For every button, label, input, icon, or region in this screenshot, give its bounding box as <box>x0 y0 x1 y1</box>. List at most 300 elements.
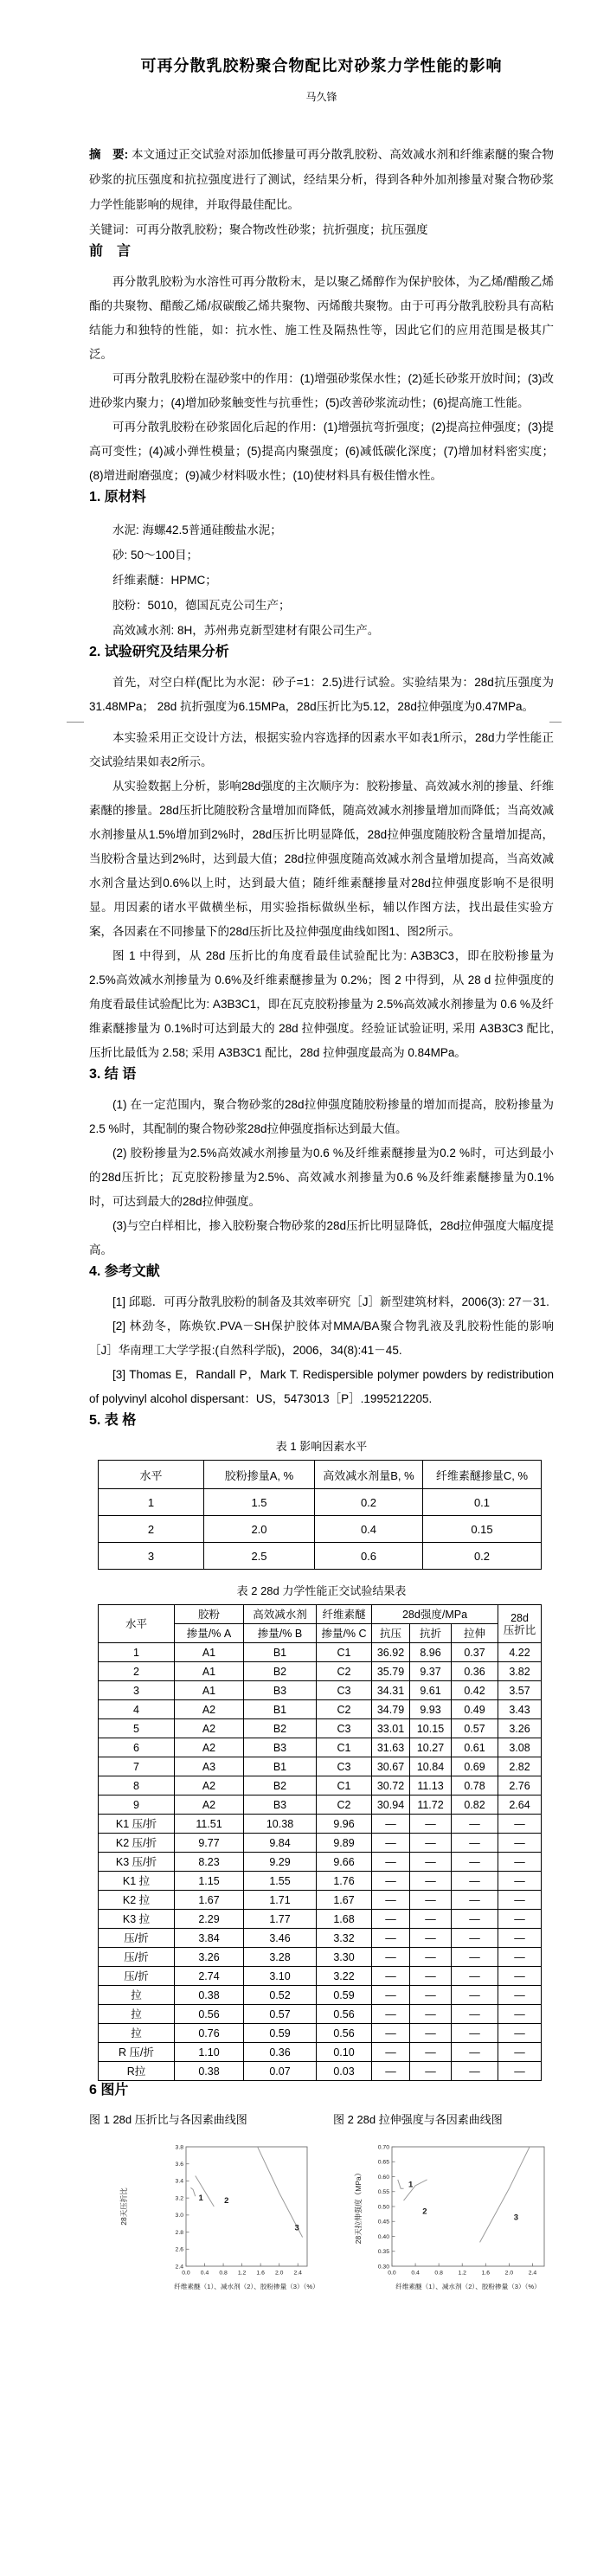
abstract-label: 摘 要: <box>89 148 129 161</box>
table-cell: — <box>452 1853 498 1872</box>
table-cell: 0.78 <box>452 1776 498 1795</box>
table-cell: K1 拉 <box>99 1872 175 1891</box>
page-break-dash-right <box>549 722 562 723</box>
conclusion-paragraph: (2) 胶粉掺量为2.5%高效减水剂掺量为0.6 %及纤维素醚掺量为0.2 %时，可达到最小的28d压折比；瓦克胶粉掺量为2.5%、高效减水剂掺量为0.6 %及纤维素醚掺量为0.1%时，可达到最大的28d拉伸强度。 <box>89 1147 554 1208</box>
table-row <box>99 1948 542 1967</box>
table-cell: — <box>410 2062 452 2081</box>
table-cell: 3.08 <box>498 1738 542 1757</box>
table-row <box>99 1891 542 1910</box>
table-cell: — <box>410 1815 452 1834</box>
table-cell: B3 <box>244 1681 317 1700</box>
table-cell: 0.10 <box>317 2043 372 2062</box>
table-cell: 0.2 <box>423 1543 542 1570</box>
section-heading-experiment: 2. 试验研究及结果分析 <box>89 645 229 659</box>
table-row <box>99 1719 542 1738</box>
table-row <box>99 1662 542 1681</box>
table-cell: 掺量/% C <box>317 1624 372 1643</box>
table-cell: 3.26 <box>498 1719 542 1738</box>
y-tick-label: 2.6 <box>175 2246 183 2253</box>
preface-paragraph: 可再分散乳胶粉在砂浆固化后起的作用：(1)增强抗弯折强度；(2)提高拉伸强度；(3)提高可变性；(4)减小弹性模量；(5)提高内聚强度；(6)减低碳化深度；(7)增加材料密实度；(8)增进耐磨强度；(9)减少材料吸水性；(10)使材料具有极佳憎水性。 <box>89 421 554 482</box>
table-cell: — <box>410 1948 452 1967</box>
table-cell: 2 <box>99 1516 204 1543</box>
y-tick-label: 3.8 <box>175 2144 183 2151</box>
table-cell: 1.67 <box>317 1891 372 1910</box>
table-cell: K3 压/折 <box>99 1853 175 1872</box>
table-cell: 9.61 <box>410 1681 452 1700</box>
table-cell: — <box>410 1834 452 1853</box>
table-row <box>99 1738 542 1757</box>
table-cell: — <box>498 2043 542 2062</box>
table-cell: — <box>452 2062 498 2081</box>
table-cell: 0.56 <box>175 2005 244 2024</box>
abstract-text: 本文通过正交试验对添加低掺量可再分散乳胶粉、高效减水剂和纤维素醚的聚合物砂浆的抗压强度和抗拉强度进行了测试，经结果分析，得到各种外加剂掺量对聚合物砂浆力学性能影响的规律，并取得最佳配比。 <box>89 148 554 211</box>
table-cell: 掺量/% B <box>244 1624 317 1643</box>
table-row <box>99 1834 542 1853</box>
table-cell: — <box>452 2043 498 2062</box>
x-tick-label: 0.0 <box>388 2270 396 2277</box>
table-cell: 1 <box>99 1489 204 1516</box>
section-heading-figures: 6 图片 <box>89 2083 129 2097</box>
table-cell: A2 <box>175 1719 244 1738</box>
table-cell: 抗折 <box>410 1624 452 1643</box>
table-cell: B3 <box>244 1795 317 1815</box>
table-cell: A2 <box>175 1700 244 1719</box>
table-cell: 28d 压折比 <box>498 1605 542 1643</box>
table-cell: 0.42 <box>452 1681 498 1700</box>
table-cell: 3.82 <box>498 1662 542 1681</box>
table-cell: 0.59 <box>244 2024 317 2043</box>
table-cell: 2.0 <box>204 1516 315 1543</box>
y-tick-label: 3.4 <box>175 2178 183 2185</box>
table-cell: 抗压 <box>372 1624 410 1643</box>
conclusion-paragraph: (3)与空白样相比，掺入胶粉聚合物砂浆的28d压折比明显降低，28d拉伸强度大幅度提高。 <box>89 1219 554 1256</box>
reference-item: [3] Thomas E，Randall P，Mark T. Redispersible polymer powders by redistribution of polyvinyl alcohol dispersant：US，5473013［P］.1995212205. <box>89 1368 554 1405</box>
table-cell: 2.64 <box>498 1795 542 1815</box>
table-cell: — <box>410 1853 452 1872</box>
table-cell: — <box>372 1986 410 2005</box>
table-cell: — <box>410 2024 452 2043</box>
reference-item: [2] 林劲冬，陈焕钦.PVA－SH保护胶体对MMA/BA聚合物乳液及乳胶粉性能的影响［J］华南理工大学学报:(自然科学版)，2006，34(8):41－45. <box>89 1320 554 1357</box>
table-cell: 0.49 <box>452 1700 498 1719</box>
table-row <box>99 1543 542 1570</box>
table-row <box>99 1967 542 1986</box>
table-cell: A2 <box>175 1795 244 1815</box>
table-cell: 9.96 <box>317 1815 372 1834</box>
table-cell: R拉 <box>99 2062 175 2081</box>
x-tick-label: 0.8 <box>434 2270 443 2277</box>
experiment-paragraph: 本实验采用正交设计方法，根据实验内容选择的因素水平如表1所示，28d力学性能正交试验结果如表2所示。 <box>89 731 554 768</box>
table-cell: 30.67 <box>372 1757 410 1776</box>
table-cell: 3.32 <box>317 1929 372 1948</box>
table-cell: 0.07 <box>244 2062 317 2081</box>
table-cell: — <box>410 1891 452 1910</box>
x-tick-label: 2.0 <box>274 2270 284 2277</box>
reference-list <box>89 1290 554 1411</box>
y-tick-label: 0.70 <box>377 2144 389 2151</box>
table-cell: — <box>410 1929 452 1948</box>
y-tick-label: 0.45 <box>377 2219 389 2226</box>
x-tick-label: 2.4 <box>293 2270 302 2277</box>
table-cell: — <box>410 1967 452 1986</box>
table-cell: B1 <box>244 1700 317 1719</box>
table-cell: 0.76 <box>175 2024 244 2043</box>
table-cell: 4 <box>99 1700 175 1719</box>
table-cell: A2 <box>175 1738 244 1757</box>
table-cell: — <box>452 2024 498 2043</box>
table-cell: 33.01 <box>372 1719 410 1738</box>
table-cell: 1.5 <box>204 1489 315 1516</box>
table-cell: — <box>498 1929 542 1948</box>
x-tick-label: 1.6 <box>481 2270 491 2277</box>
table-row <box>99 1815 542 1834</box>
table-cell: — <box>372 1910 410 1929</box>
table-cell: K2 拉 <box>99 1891 175 1910</box>
table-row <box>99 2062 542 2081</box>
series-label-3: 3 <box>294 2223 299 2233</box>
table-cell: — <box>498 2024 542 2043</box>
table-cell: 3.28 <box>244 1948 317 1967</box>
table-cell: 胶粉 <box>175 1605 244 1624</box>
table-cell: — <box>498 1872 542 1891</box>
material-item: 砂: 50～100目； <box>112 549 199 562</box>
table-cell: 10.15 <box>410 1719 452 1738</box>
table-cell: — <box>452 2005 498 2024</box>
plot-border <box>392 2147 544 2266</box>
table-cell: 3.46 <box>244 1929 317 1948</box>
table-cell: 34.31 <box>372 1681 410 1700</box>
table-cell: 1.76 <box>317 1872 372 1891</box>
table-cell: C2 <box>317 1700 372 1719</box>
y-tick-label: 0.30 <box>377 2264 389 2271</box>
series-label-1: 1 <box>198 2194 203 2204</box>
table-row <box>99 1489 542 1516</box>
table-cell: 28d强度/MPa <box>372 1605 498 1624</box>
table-cell: 0.2 <box>315 1489 423 1516</box>
table-cell: 0.82 <box>452 1795 498 1815</box>
table-cell: C2 <box>317 1662 372 1681</box>
table-cell: C3 <box>317 1681 372 1700</box>
abstract <box>89 142 554 217</box>
table-cell: — <box>498 1853 542 1872</box>
table-cell: 0.38 <box>175 1986 244 2005</box>
y-tick-label: 0.65 <box>377 2159 389 2166</box>
table-cell: 0.36 <box>244 2043 317 2062</box>
table-cell: 0.57 <box>452 1719 498 1738</box>
table-cell: 3.30 <box>317 1948 372 1967</box>
table-cell: 34.79 <box>372 1700 410 1719</box>
table-cell: 0.38 <box>175 2062 244 2081</box>
table-cell: — <box>410 1986 452 2005</box>
table-cell: 1 <box>99 1643 175 1662</box>
table-cell: 10.38 <box>244 1815 317 1834</box>
table-cell: — <box>498 1986 542 2005</box>
table-cell: 胶粉掺量A, % <box>204 1461 315 1489</box>
table-cell: — <box>372 1948 410 1967</box>
table-cell: 0.6 <box>315 1543 423 1570</box>
table-cell: — <box>372 1891 410 1910</box>
table-cell: — <box>410 2043 452 2062</box>
table-cell: B1 <box>244 1643 317 1662</box>
table-cell: 纤维素醚掺量C, % <box>423 1461 542 1489</box>
series-label-2: 2 <box>422 2207 427 2217</box>
keywords: 关键词：可再分散乳胶粉；聚合物改性砂浆；抗折强度；抗压强度 <box>89 223 428 236</box>
page-break-dash-left <box>67 722 84 723</box>
table-cell: 0.36 <box>452 1662 498 1681</box>
table-cell: 0.37 <box>452 1643 498 1662</box>
table-cell: 0.4 <box>315 1516 423 1543</box>
table-cell: K3 拉 <box>99 1910 175 1929</box>
series-line-3 <box>480 2140 539 2242</box>
table-cell: 8.96 <box>410 1643 452 1662</box>
x-tick-label: 0.4 <box>411 2270 420 2277</box>
table-cell: 9.84 <box>244 1834 317 1853</box>
table-cell: 3.10 <box>244 1967 317 1986</box>
x-tick-label: 1.2 <box>237 2270 247 2277</box>
table-cell: 1.68 <box>317 1910 372 1929</box>
experiment-paragraph: 首先，对空白样(配比为水泥：砂子=1：2.5)进行试验。实验结果为：28d抗压强度为31.48MPa； 28d 抗折强度为6.15MPa，28d压折比为5.12，28d拉伸强度为0.47MPa。 <box>89 676 554 713</box>
table-cell: — <box>410 1910 452 1929</box>
x-tick-label: 1.6 <box>256 2270 265 2277</box>
table-cell: — <box>498 1891 542 1910</box>
table-cell: 9 <box>99 1795 175 1815</box>
table-cell: 10.27 <box>410 1738 452 1757</box>
table-cell: 拉伸 <box>452 1624 498 1643</box>
paper-author: 马久锋 <box>305 91 337 103</box>
table-cell: R 压/折 <box>99 2043 175 2062</box>
table-row <box>99 1516 542 1543</box>
table-row <box>99 1910 542 1929</box>
table-cell: — <box>372 2024 410 2043</box>
table-cell: 35.79 <box>372 1662 410 1681</box>
table-cell: 掺量/% A <box>175 1624 244 1643</box>
table-cell: 0.59 <box>317 1986 372 2005</box>
conclusion-paragraph: (1) 在一定范围内，聚合物砂浆的28d拉伸强度随胶粉掺量的增加而提高，胶粉掺量为2.5 %时，其配制的聚合物砂浆28d拉伸强度指标达到最大值。 <box>89 1098 554 1135</box>
series-label-3: 3 <box>513 2213 519 2223</box>
figure1-caption: 图 1 28d 压折比与各因素曲线图 <box>89 2113 247 2126</box>
table-row <box>99 1872 542 1891</box>
table-cell: 0.57 <box>244 2005 317 2024</box>
y-tick-label: 0.60 <box>377 2174 389 2181</box>
x-axis-label: 纤维素醚（1）、减水剂（2）、胶粉掺量（3）（%） <box>174 2283 319 2290</box>
table-cell: A2 <box>175 1776 244 1795</box>
figure2-caption: 图 2 28d 拉伸强度与各因素曲线图 <box>333 2113 503 2126</box>
table-cell: — <box>372 1967 410 1986</box>
materials-list <box>89 517 554 643</box>
y-tick-label: 3.0 <box>175 2213 183 2219</box>
x-axis-label: 纤维素醚（1）、减水剂（2）、胶粉掺量（3）（%） <box>395 2283 541 2290</box>
table-row <box>99 1795 542 1815</box>
table-cell: 30.94 <box>372 1795 410 1815</box>
table-cell: A1 <box>175 1681 244 1700</box>
table-cell: A1 <box>175 1662 244 1681</box>
experiment-paragraph: 从实验数据上分析，影响28d强度的主次顺序为：胶粉掺量、高效减水剂的掺量、纤维素醚的掺量。28d压折比随胶粉含量增加而降低，随高效减水剂掺量增加而降低；当高效减水剂掺量从1.5%增加到2%时，28d压折比明显降低，28d拉伸强度随胶粉含量增加提高，当胶粉含量达到2%时，达到最大值；28d拉伸强度随高效减水剂含量增加提高，当高效减水剂含量达到0.6%以上时，达到最大值；随纤维素醚掺量对28d拉伸强度影响不是很明显。用因素的诸水平做横坐标，用实验指标做纵坐标，辅以作图方法，找出最佳实验方案，各因素在不同掺量下的28d压折比及拉伸强度曲线如图1、图2所示。 <box>89 780 554 938</box>
table-cell: B2 <box>244 1719 317 1738</box>
table-row <box>99 1776 542 1795</box>
y-axis-label: 28天拉伸强度（MPa） <box>354 2168 363 2245</box>
table-cell: — <box>498 1910 542 1929</box>
table-cell: — <box>498 1834 542 1853</box>
table-cell: — <box>372 1872 410 1891</box>
section-heading-conclusion: 3. 结 语 <box>89 1067 137 1082</box>
table-cell: — <box>498 1815 542 1834</box>
table-cell: 高效减水剂 <box>244 1605 317 1624</box>
table-cell: 0.03 <box>317 2062 372 2081</box>
table-cell: 3.22 <box>317 1967 372 1986</box>
table-cell: — <box>498 2005 542 2024</box>
table-cell: 2.5 <box>204 1543 315 1570</box>
table-cell: C2 <box>317 1795 372 1815</box>
table-cell: — <box>498 1967 542 1986</box>
table-cell: 水平 <box>99 1605 175 1643</box>
table-row <box>99 1643 542 1662</box>
table-cell: — <box>452 1891 498 1910</box>
figures-row <box>112 2140 554 2291</box>
figure1-line-chart <box>112 2140 329 2291</box>
table-cell: 9.89 <box>317 1834 372 1853</box>
table-cell: 6 <box>99 1738 175 1757</box>
table-cell: — <box>410 2005 452 2024</box>
table-cell: C1 <box>317 1776 372 1795</box>
table-cell: 7 <box>99 1757 175 1776</box>
table-cell: — <box>452 1948 498 1967</box>
paper-title: 可再分散乳胶粉聚合物配比对砂浆力学性能的影响 <box>140 57 503 74</box>
table-cell: C3 <box>317 1719 372 1738</box>
table-row <box>99 1986 542 2005</box>
table2-caption: 表 2 28d 力学性能正交试验结果表 <box>236 1584 407 1597</box>
table-cell: 9.66 <box>317 1853 372 1872</box>
table-cell: 3.84 <box>175 1929 244 1948</box>
figure-gap <box>329 2140 352 2291</box>
table-cell: 0.61 <box>452 1738 498 1757</box>
figure-captions <box>89 2112 554 2128</box>
material-item: 高效减水剂: 8H，苏州弗克新型建材有限公司生产。 <box>112 624 380 637</box>
table-cell: 压/折 <box>99 1948 175 1967</box>
table-cell: 拉 <box>99 2005 175 2024</box>
series-line-1 <box>398 2180 404 2188</box>
table-cell: 8 <box>99 1776 175 1795</box>
table-cell: 高效减水剂量B, % <box>315 1461 423 1489</box>
y-axis-label: 28天压折比 <box>119 2187 128 2226</box>
table-cell: 0.56 <box>317 2024 372 2043</box>
x-tick-label: 1.2 <box>458 2270 466 2277</box>
table-cell: 0.56 <box>317 2005 372 2024</box>
table-cell: — <box>452 1986 498 2005</box>
y-tick-label: 0.55 <box>377 2189 389 2196</box>
table-cell: 1.67 <box>175 1891 244 1910</box>
table-cell: 9.93 <box>410 1700 452 1719</box>
table-row <box>99 1700 542 1719</box>
table-row <box>99 2043 542 2062</box>
preface-paragraph: 再分散乳胶粉为水溶性可再分散粉末，是以聚乙烯醇作为保护胶体，为乙烯/醋酸乙烯酯的共聚物、醋酸乙烯/叔碳酸乙烯共聚物、丙烯酸共聚物。由于可再分散乳胶粉具有高粘结能力和独特的性能，如：抗水性、施工性及隔热性等，因此它们的应用范围是极其广泛。 <box>89 275 554 361</box>
table-cell: — <box>372 1815 410 1834</box>
material-item: 纤维素醚：HPMC； <box>112 574 217 587</box>
table-cell: — <box>452 1910 498 1929</box>
table-cell: 9.37 <box>410 1662 452 1681</box>
x-tick-label: 0.4 <box>200 2270 209 2277</box>
table-cell: 0.1 <box>423 1489 542 1516</box>
series-label-1: 1 <box>408 2180 414 2190</box>
table-cell: 压/折 <box>99 1967 175 1986</box>
table-cell: — <box>498 1948 542 1967</box>
factor-levels-table <box>98 1460 542 1570</box>
table-cell: 1.15 <box>175 1872 244 1891</box>
table-cell: 3.26 <box>175 1948 244 1967</box>
table-cell: 2.74 <box>175 1967 244 1986</box>
table-cell: 2.82 <box>498 1757 542 1776</box>
section-heading-references: 4. 参考文献 <box>89 1264 160 1279</box>
table1-caption: 表 1 影响因素水平 <box>275 1440 368 1453</box>
table-cell: 9.77 <box>175 1834 244 1853</box>
table-cell: 拉 <box>99 1986 175 2005</box>
y-tick-label: 0.50 <box>377 2204 389 2211</box>
table-cell: C3 <box>317 1757 372 1776</box>
table-cell: — <box>410 1872 452 1891</box>
table-cell: 拉 <box>99 2024 175 2043</box>
table-cell: — <box>372 1853 410 1872</box>
table-cell: 纤维素醚 <box>317 1605 372 1624</box>
table-cell: — <box>452 1834 498 1853</box>
section-heading-preface: 前 言 <box>89 244 132 259</box>
table-cell: 31.63 <box>372 1738 410 1757</box>
table-row <box>99 1853 542 1872</box>
table-cell: 8.23 <box>175 1853 244 1872</box>
x-tick-label: 2.0 <box>504 2270 514 2277</box>
table-cell: 9.29 <box>244 1853 317 1872</box>
table-cell: 1.10 <box>175 2043 244 2062</box>
section-heading-tables: 5. 表 格 <box>89 1413 137 1428</box>
reference-item: [1] 邱聪．可再分散乳胶粉的制备及其效率研究［J］新型建筑材料，2006(3): 27－31. <box>112 1295 549 1308</box>
experiment-paragraph: 图 1 中得到，从 28d 压折比的角度看最佳试验配比为: A3B3C3，即在胶粉掺量为 2.5%高效减水剂掺量为 0.6%及纤维素醚掺量为 0.2%；图 2 中得到，从 28 d 拉伸强度的角度看最佳试验配比为: A3B3C1，即在瓦克胶粉掺量为 2.5%高效减水剂掺量为 0.6 %及纤维素醚掺量为 0.1%时可达到最大的 28d 拉伸强度。经验证试验证明, 采用 A3B3C3 配比, 压折比最低为 2.58; 采用 A3B3C1 配比，28d 拉伸强度最高为 0.84MPa。 <box>89 949 554 1059</box>
table-cell: 压/折 <box>99 1929 175 1948</box>
table-cell: — <box>372 2043 410 2062</box>
table-cell: — <box>498 2062 542 2081</box>
table-cell: B3 <box>244 1738 317 1757</box>
table-cell: K2 压/折 <box>99 1834 175 1853</box>
section-heading-materials: 1. 原材料 <box>89 490 146 504</box>
table-cell: C1 <box>317 1738 372 1757</box>
table-cell: 10.84 <box>410 1757 452 1776</box>
y-tick-label: 0.35 <box>377 2249 389 2256</box>
table-cell: 水平 <box>99 1461 204 1489</box>
figure2-line-chart <box>352 2140 551 2291</box>
table-cell: 11.13 <box>410 1776 452 1795</box>
table-cell: A1 <box>175 1643 244 1662</box>
table-cell: 11.51 <box>175 1815 244 1834</box>
table-cell: 0.15 <box>423 1516 542 1543</box>
table-cell: 4.22 <box>498 1643 542 1662</box>
y-tick-label: 3.2 <box>175 2195 183 2202</box>
table-cell: — <box>372 1834 410 1853</box>
plot-border <box>186 2147 307 2266</box>
table-row <box>99 1681 542 1700</box>
table-cell: — <box>372 2062 410 2081</box>
series-line-2 <box>404 2180 427 2200</box>
table-row <box>99 2005 542 2024</box>
table-row <box>99 1929 542 1948</box>
table-cell: — <box>452 1872 498 1891</box>
table-cell: 3.57 <box>498 1681 542 1700</box>
table-cell: 2 <box>99 1662 175 1681</box>
table-cell: 1.55 <box>244 1872 317 1891</box>
table-row <box>99 1757 542 1776</box>
table-cell: — <box>452 1967 498 1986</box>
y-tick-label: 3.6 <box>175 2162 183 2168</box>
table-cell: 3 <box>99 1543 204 1570</box>
table-cell: 1.77 <box>244 1910 317 1929</box>
table-cell: — <box>452 1815 498 1834</box>
series-label-2: 2 <box>224 2196 229 2207</box>
table-cell: K1 压/折 <box>99 1815 175 1834</box>
